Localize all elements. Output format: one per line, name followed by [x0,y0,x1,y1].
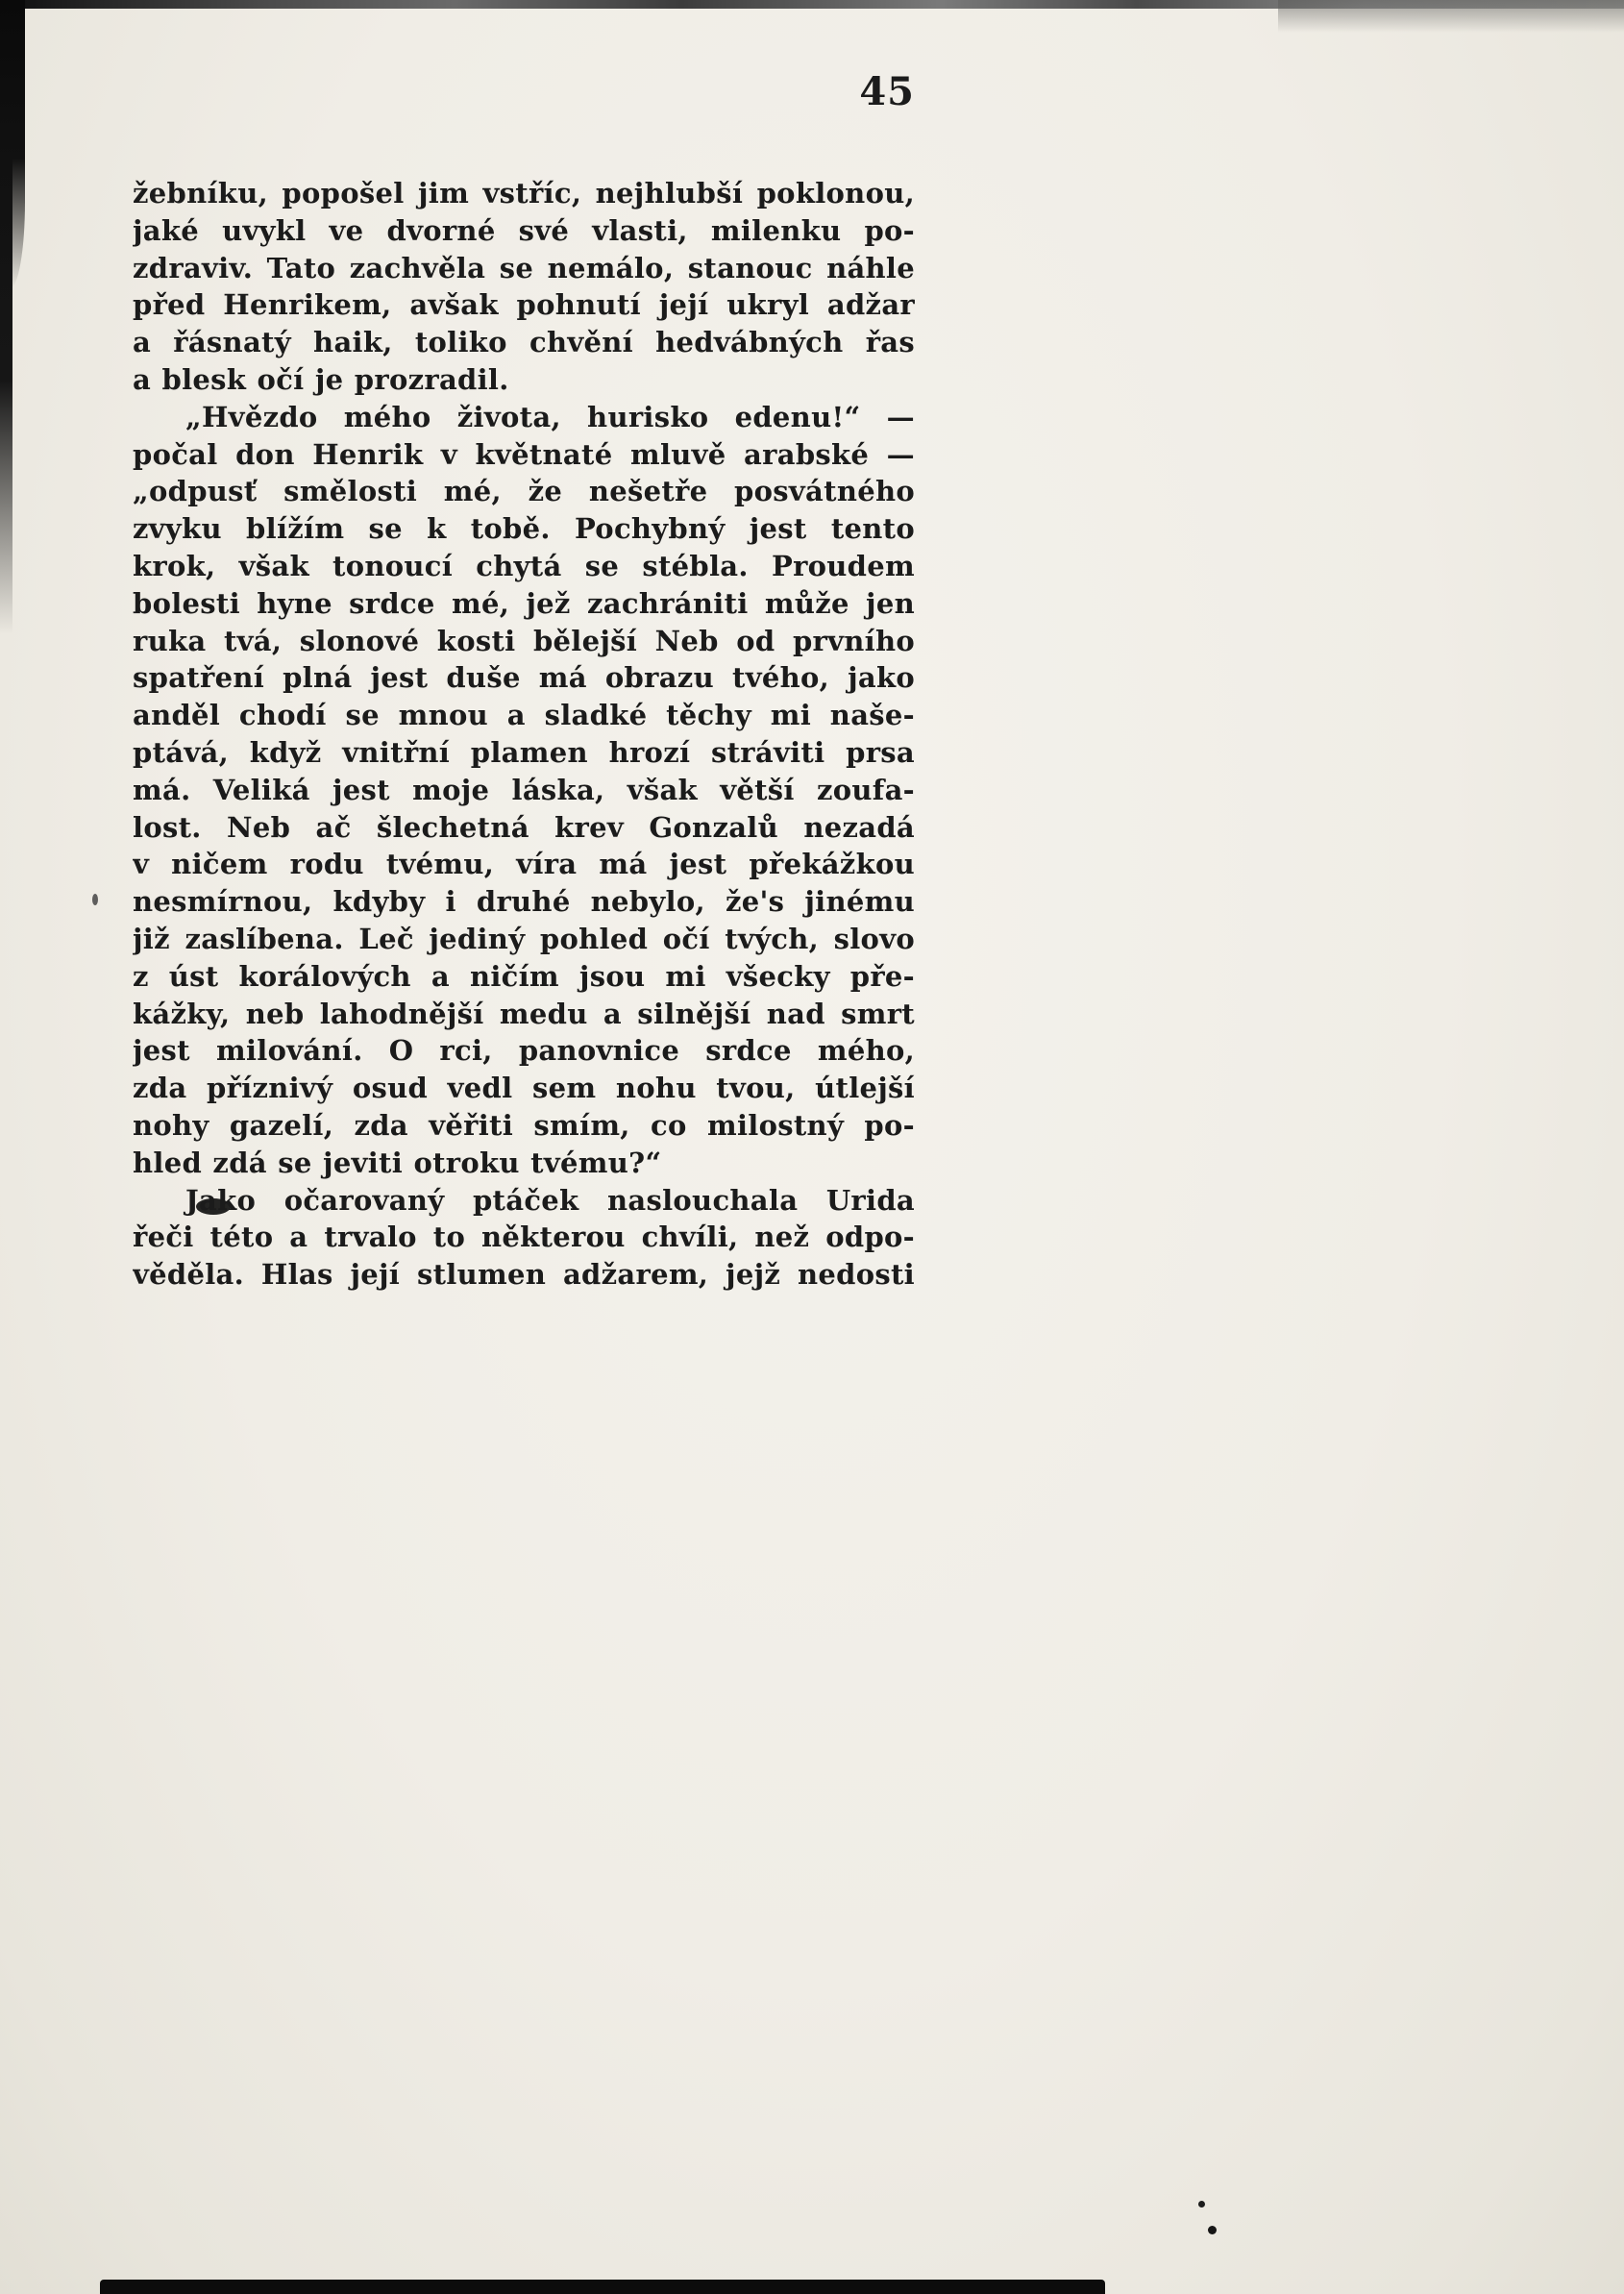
text-line: řeči této a trvalo to některou chvíli, než odpo- [133,1221,915,1254]
scan-artifact-speck [1198,2201,1205,2208]
text-line: kážky, neb lahodnější medu a silnější nad smrt [133,997,915,1030]
text-line: anděl chodí se mnou a sladké těchy mi naše- [133,699,915,732]
text-line: již zaslíbena. Leč jediný pohled očí tvých, slovo [133,922,915,955]
text-line: „Hvězdo mého života, hurisko edenu!“ — [185,400,915,433]
scan-artifact-speck [1208,2226,1217,2234]
text-line: a blesk očí je prozradil. [133,362,509,396]
text-line: má. Veliká jest moje láska, však větší zoufa- [133,773,915,806]
text-line: v ničem rodu tvému, víra má jest překážkou [133,848,915,881]
text-line: a řásnatý haik, toliko chvění hedvábných řas [133,326,915,359]
text-line: bolesti hyne srdce mé, jež zachrániti může jen [133,586,915,620]
text-line: zdraviv. Tato zachvěla se nemálo, stanouc náhle [133,251,915,284]
scan-artifact-top-right-smudge [1278,0,1624,33]
text-line: zvyku blížím se k tobě. Pochybný jest tento [133,512,915,546]
text-line: věděla. Hlas její stlumen adžarem, jejž nedosti [133,1258,915,1292]
text-line: hled zdá se jeviti otroku tvému?“ [133,1146,662,1179]
scan-artifact-bottom-edge [100,2280,1105,2294]
text-line: žebníku, popošel jim vstříc, nejhlubší poklonou, [133,177,915,210]
text-line: Jako očarovaný ptáček naslouchala Urida [185,1183,915,1217]
text-line: nesmírnou, kdyby i druhé nebylo, že's jinému [133,885,915,919]
text-line: zda příznivý osud vedl sem nohu tvou, útlejší [133,1072,915,1105]
text-line: lost. Neb ač šlechetná krev Gonzalů nezadá [133,810,915,844]
page-number: 45 [859,69,915,114]
text-line: počal don Henrik v květnaté mluvě arabské — [133,437,915,471]
text-line: ruka tvá, slonové kosti bělejší Neb od prvního [133,624,915,657]
text-line: spatření plná jest duše má obrazu tvého, jako [133,661,915,695]
scan-artifact-speck [92,894,98,905]
text-line: nohy gazelí, zda věřiti smím, co milostný po- [133,1108,915,1142]
body-text [133,175,915,1294]
text-line: z úst korálových a ničím jsou mi všecky pře- [133,959,915,993]
text-line: před Henrikem, avšak pohnutí její ukryl adžar [133,288,915,322]
scan-artifact-corner-blob [0,0,25,288]
text-line: ptává, když vnitřní plamen hrozí stráviti prsa [133,735,915,769]
text-line: krok, však tonoucí chytá se stébla. Proudem [133,549,915,582]
text-line: jaké uvykl ve dvorné své vlasti, milenku po- [133,213,915,247]
text-line: „odpusť smělosti mé, že nešetře posvátného [133,475,915,508]
text-line: jest milování. O rci, panovnice srdce mého, [133,1034,915,1068]
